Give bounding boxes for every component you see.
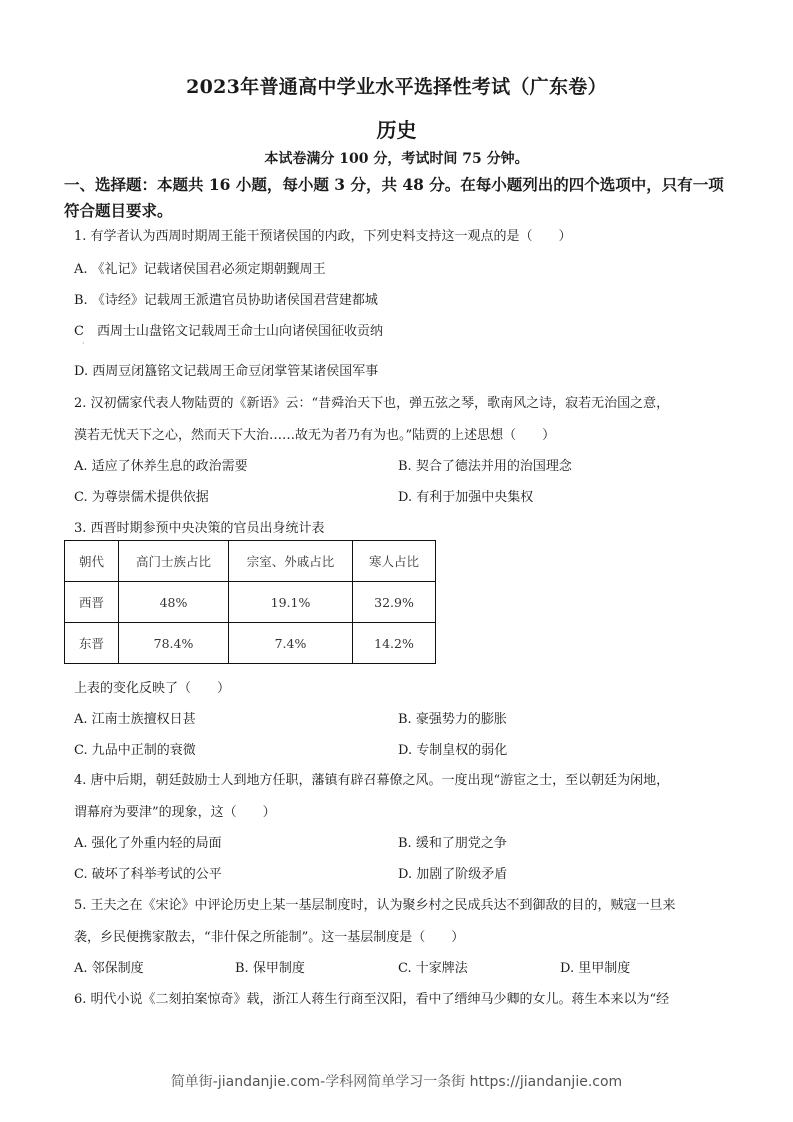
question-3-option-a: A. 江南士族擅权日甚 xyxy=(74,712,196,727)
question-2-option-a: A. 适应了休养生息的政治需要 xyxy=(74,459,248,474)
question-1-option-a: A. 《礼记》记载诸侯国君必须定期朝觐周王 xyxy=(74,262,326,277)
table-header-cell: 高门士族占比 xyxy=(119,541,229,582)
footer-watermark: 简单街-jiandanjie.com-学科网简单学习一条街 https://jiandanjie.com xyxy=(170,1074,623,1090)
question-5-option-b: B. 保甲制度 xyxy=(235,961,305,976)
stray-dot-mark: · xyxy=(82,339,85,348)
question-5-option-c: C. 十家牌法 xyxy=(398,961,468,976)
question-1-option-b: B. 《诗经》记载周王派遣官员协助诸侯国君营建都城 xyxy=(74,293,378,308)
official-origin-table xyxy=(64,540,436,664)
question-4-option-c: C. 破坏了科举考试的公平 xyxy=(74,867,222,882)
question-3-follow-up: 上表的变化反映了（ ） xyxy=(74,681,231,696)
question-4-option-b: B. 缓和了朋党之争 xyxy=(398,836,507,851)
question-3-option-d: D. 专制皇权的弱化 xyxy=(398,743,508,758)
question-3-option-c: C. 九品中正制的衰微 xyxy=(74,743,196,758)
table-header-cell: 朝代 xyxy=(65,541,119,582)
table-cell: 19.1% xyxy=(229,582,353,623)
table-cell: 东晋 xyxy=(65,623,119,664)
table-cell: 48% xyxy=(119,582,229,623)
table-cell: 32.9% xyxy=(353,582,436,623)
question-4-stem-line-2: 谓幕府为要津”的现象，这（ ） xyxy=(74,805,276,820)
question-1-option-c: C 西周士山盘铭文记载周王命士山向诸侯国征收贡纳 xyxy=(74,324,383,339)
question-5-stem-line-2: 袭，乡民便携家散去，“非什保之所能制”。这一基层制度是（ ） xyxy=(74,930,465,945)
question-5-option-a: A. 邻保制度 xyxy=(74,961,144,976)
question-6-stem-line-1: 6. 明代小说《二刻拍案惊奇》载，浙江人蒋生行商至汉阳，看中了缙绅马少卿的女儿。蒋生本来以为“经 xyxy=(74,992,670,1007)
table-row xyxy=(65,582,436,623)
table-header-cell: 宗室、外戚占比 xyxy=(229,541,353,582)
section-instructions: 一、选择题：本题共 16 小题，每小题 3 分，共 48 分。在每小题列出的四个选项中，只有一项符合题目要求。 xyxy=(64,175,724,220)
question-2-stem-line-1: 2. 汉初儒家代表人物陆贾的《新语》云：“昔舜治天下也，弹五弦之琴，歌南风之诗，寂若无治国之意， xyxy=(74,396,670,411)
table-cell: 7.4% xyxy=(229,623,353,664)
question-2-option-d: D. 有利于加强中央集权 xyxy=(398,490,534,505)
table-header-row xyxy=(65,541,436,582)
question-2-option-c: C. 为尊崇儒术提供依据 xyxy=(74,490,209,505)
question-4-option-a: A. 强化了外重内轻的局面 xyxy=(74,836,222,851)
question-1-option-d: D. 西周豆闭簋铭文记载周王命豆闭掌管某诸侯国军事 xyxy=(74,364,379,379)
exam-info: 本试卷满分 100 分，考试时间 75 分钟。 xyxy=(264,151,529,167)
table-row xyxy=(65,623,436,664)
table-cell: 西晋 xyxy=(65,582,119,623)
question-4-stem-line-1: 4. 唐中后期，朝廷鼓励士人到地方任职，藩镇有辟召幕僚之风。一度出现“游宦之士，至以朝廷为闲地， xyxy=(74,773,670,788)
table-cell: 78.4% xyxy=(119,623,229,664)
table-cell: 14.2% xyxy=(353,623,436,664)
exam-title: 2023年普通高中学业水平选择性考试（广东卷） xyxy=(186,76,607,98)
subject-heading: 历史 xyxy=(376,118,417,142)
question-5-option-d: D. 里甲制度 xyxy=(560,961,631,976)
question-3-stem: 3. 西晋时期参预中央决策的官员出身统计表 xyxy=(74,521,325,536)
question-3-option-b: B. 豪强势力的膨胀 xyxy=(398,712,507,727)
question-4-option-d: D. 加剧了阶级矛盾 xyxy=(398,867,508,882)
question-5-stem-line-1: 5. 王夫之在《宋论》中评论历史上某一基层制度时，认为聚乡村之民成兵达不到御敌的目的，贼寇一旦来 xyxy=(74,898,676,913)
question-2-option-b: B. 契合了德法并用的治国理念 xyxy=(398,459,572,474)
table-header-cell: 寒人占比 xyxy=(353,541,436,582)
question-2-stem-line-2: 漠若无忧天下之心，然而天下大治……故无为者乃有为也。”陆贾的上述思想（ ） xyxy=(74,428,556,443)
question-1-stem: 1. 有学者认为西周时期周王能干预诸侯国的内政，下列史料支持这一观点的是（ ） xyxy=(74,229,572,244)
